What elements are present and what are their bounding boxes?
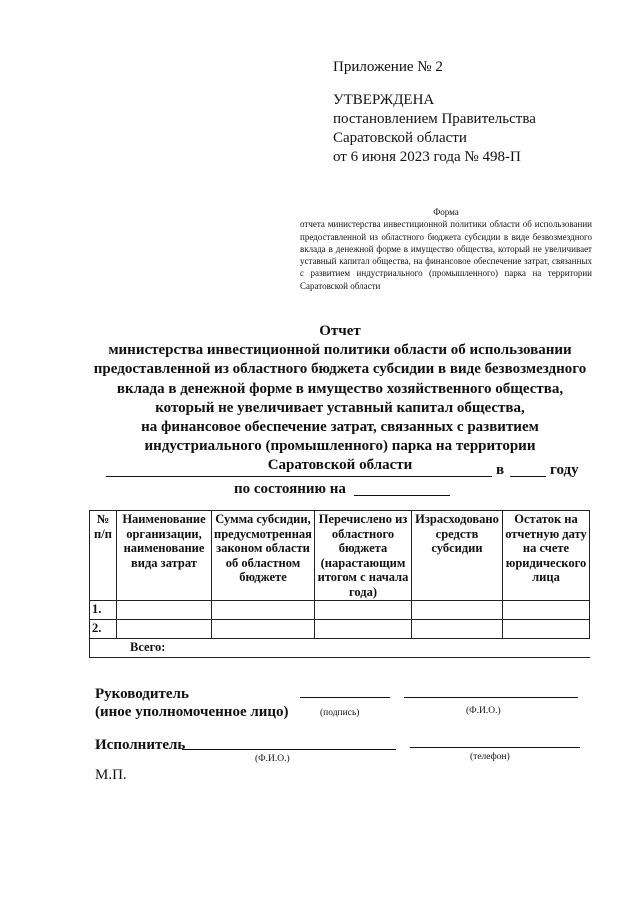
period-blank[interactable]: [106, 476, 492, 477]
table-total-row: [90, 639, 590, 658]
executor-phone-line[interactable]: [410, 747, 580, 748]
head-fio-line[interactable]: [404, 697, 578, 698]
report-title-line: Саратовской области: [267, 457, 413, 474]
approval-line-1: постановлением Правительства: [333, 111, 536, 127]
stamp-label: М.П.: [95, 767, 127, 783]
state-line: [234, 481, 464, 501]
header-balance: Остаток на отчетную дату на счете юридического лица: [503, 511, 590, 601]
table-cell[interactable]: [212, 620, 315, 639]
approval-block: [333, 58, 536, 167]
form-note-title: Форма: [433, 207, 459, 217]
approved-label: УТВЕРЖДЕНА: [333, 92, 435, 108]
form-note: [300, 206, 592, 292]
phone-caption: (телефон): [470, 752, 510, 762]
year-line: [106, 462, 596, 482]
report-table: [89, 510, 590, 658]
report-title-line: который не увеличивает уставный капитал общества,: [155, 399, 525, 416]
state-label: по состоянию на: [234, 481, 346, 497]
total-label: Всего:: [90, 639, 590, 658]
report-title-line: вклада в денежной форме в имущество хозяйственного общества,: [116, 380, 564, 397]
year-word-label: году: [550, 462, 579, 478]
report-title-line: министерства инвестиционной политики области об использовании: [108, 342, 572, 359]
table-header-row: [90, 511, 590, 601]
table-cell[interactable]: [212, 601, 315, 620]
report-title-line: предоставленной из областного бюджета субсидии в виде безвозмездного: [93, 361, 587, 378]
header-spent: Израсходовано средств субсидии: [412, 511, 503, 601]
signature-caption: (подпись): [320, 708, 360, 718]
form-note-text: отчета министерства инвестиционной политики области об использовании предоставленной из областного бюджета субсидии в виде безвозмездного вклада в денежной форме в имущество общества, который не увеличивает уставный капитал общества, на финансовое обеспечение затрат, связанных с развитием индустриального (промышленного) парка на территории Саратовской области: [300, 219, 592, 291]
header-org: Наименование организации, наименование вида затрат: [117, 511, 212, 601]
approval-line-3: от 6 июня 2023 года № 498-П: [333, 149, 521, 165]
approval-line-2: Саратовской области: [333, 130, 467, 146]
head-signature-line[interactable]: [300, 697, 390, 698]
year-blank[interactable]: [510, 476, 546, 477]
head-signature-label: [95, 685, 289, 721]
table-cell[interactable]: [315, 620, 412, 639]
report-title-line: Отчет: [319, 323, 361, 339]
report-title-line: на финансовое обеспечение затрат, связанных с развитием: [141, 419, 539, 436]
table-cell[interactable]: [503, 620, 590, 639]
table-cell[interactable]: [503, 601, 590, 620]
executor-label: Исполнитель: [95, 737, 186, 753]
table-cell[interactable]: [412, 601, 503, 620]
header-subsidy-sum: Сумма субсидии, предусмотренная законом области об областном бюджете: [212, 511, 315, 601]
table-row: [90, 620, 590, 639]
table-cell[interactable]: [117, 620, 212, 639]
year-in-label: в: [496, 462, 505, 478]
table-row: [90, 601, 590, 620]
head-label: Руководитель: [95, 686, 189, 702]
table-cell[interactable]: [117, 601, 212, 620]
state-date-blank[interactable]: [354, 495, 450, 496]
executor-fio-caption: (Ф.И.О.): [255, 754, 290, 764]
row-number: 1.: [90, 601, 117, 620]
report-title-line: индустриального (промышленного) парка на территории: [144, 438, 536, 455]
head-sub-label: (иное уполномоченное лицо): [95, 704, 289, 720]
header-transferred: Перечислено из областного бюджета (нарастающим итогом с начала года): [315, 511, 412, 601]
table-cell[interactable]: [315, 601, 412, 620]
executor-fio-line[interactable]: [182, 749, 396, 750]
row-number: 2.: [90, 620, 117, 639]
report-title: [80, 322, 600, 476]
appendix-label: Приложение № 2: [333, 59, 443, 75]
header-num: № п/п: [90, 511, 117, 601]
table-cell[interactable]: [412, 620, 503, 639]
fio-caption: (Ф.И.О.): [466, 706, 501, 716]
